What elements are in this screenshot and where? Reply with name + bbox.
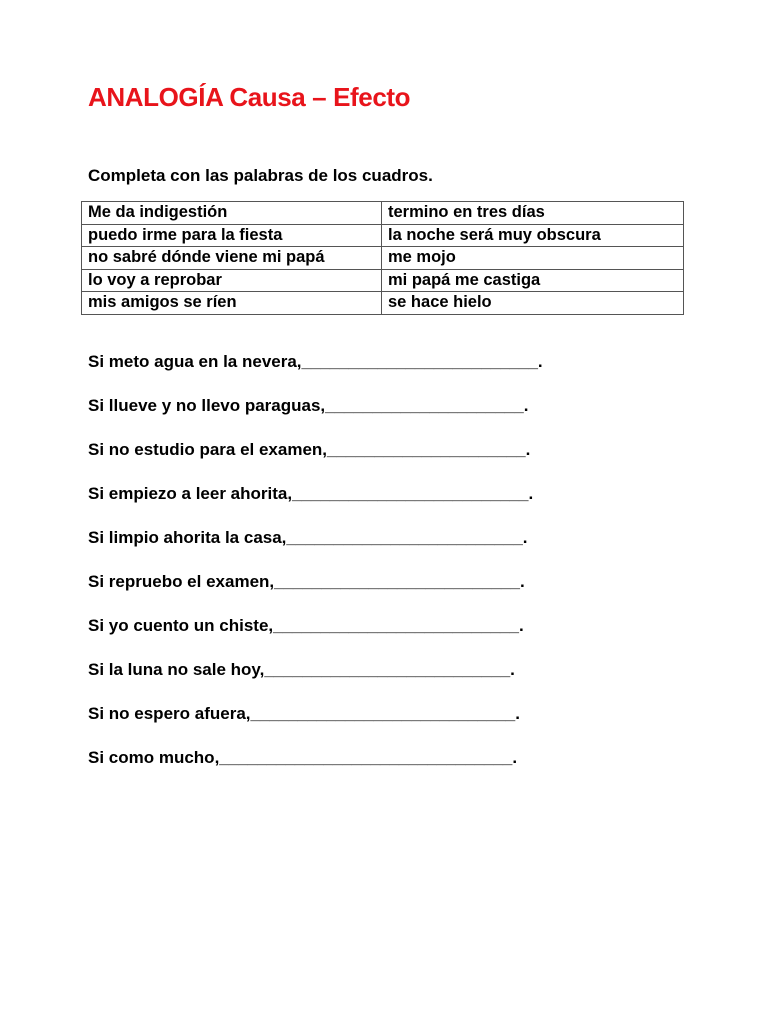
fill-in-sentence: Si limpio ahorita la casa,_________________________. bbox=[88, 528, 528, 547]
table-row bbox=[82, 202, 684, 225]
table-cell-cause: mis amigos se ríen bbox=[82, 292, 382, 315]
fill-in-sentence: Si empiezo a leer ahorita,_________________________. bbox=[88, 484, 534, 503]
table-row bbox=[82, 292, 684, 315]
table-cell-effect: me mojo bbox=[382, 247, 684, 270]
fill-in-sentence: Si repruebo el examen,__________________________. bbox=[88, 572, 525, 591]
fill-in-sentence: Si la luna no sale hoy,__________________________. bbox=[88, 660, 515, 679]
instruction-text: Completa con las palabras de los cuadros. bbox=[88, 166, 433, 185]
fill-in-sentence: Si yo cuento un chiste,__________________________. bbox=[88, 616, 524, 635]
page-title bbox=[88, 82, 410, 113]
table-cell-effect: se hace hielo bbox=[382, 292, 684, 315]
table-cell-effect: termino en tres días bbox=[382, 202, 684, 225]
table-cell-cause: lo voy a reprobar bbox=[82, 269, 382, 292]
fill-in-sentence: Si meto agua en la nevera,_________________________. bbox=[88, 352, 543, 371]
table-cell-cause: Me da indigestión bbox=[82, 202, 382, 225]
fill-in-sentence: Si no estudio para el examen,_____________________. bbox=[88, 440, 531, 459]
fill-in-sentence: Si llueve y no llevo paraguas,_____________________. bbox=[88, 396, 529, 415]
table-row bbox=[82, 224, 684, 247]
title-analogia: ANALOGÍA bbox=[88, 82, 223, 112]
table-cell-effect: la noche será muy obscura bbox=[382, 224, 684, 247]
table-cell-cause: no sabré dónde viene mi papá bbox=[82, 247, 382, 270]
fill-in-sentence: Si no espero afuera,____________________________. bbox=[88, 704, 520, 723]
fill-in-sentence: Si como mucho,_______________________________. bbox=[88, 748, 518, 767]
table-cell-cause: puedo irme para la fiesta bbox=[82, 224, 382, 247]
title-causa-efecto: Causa – Efecto bbox=[222, 82, 411, 112]
table-cell-effect: mi papá me castiga bbox=[382, 269, 684, 292]
word-bank-table bbox=[81, 201, 684, 315]
table-row bbox=[82, 247, 684, 270]
table-row bbox=[82, 269, 684, 292]
